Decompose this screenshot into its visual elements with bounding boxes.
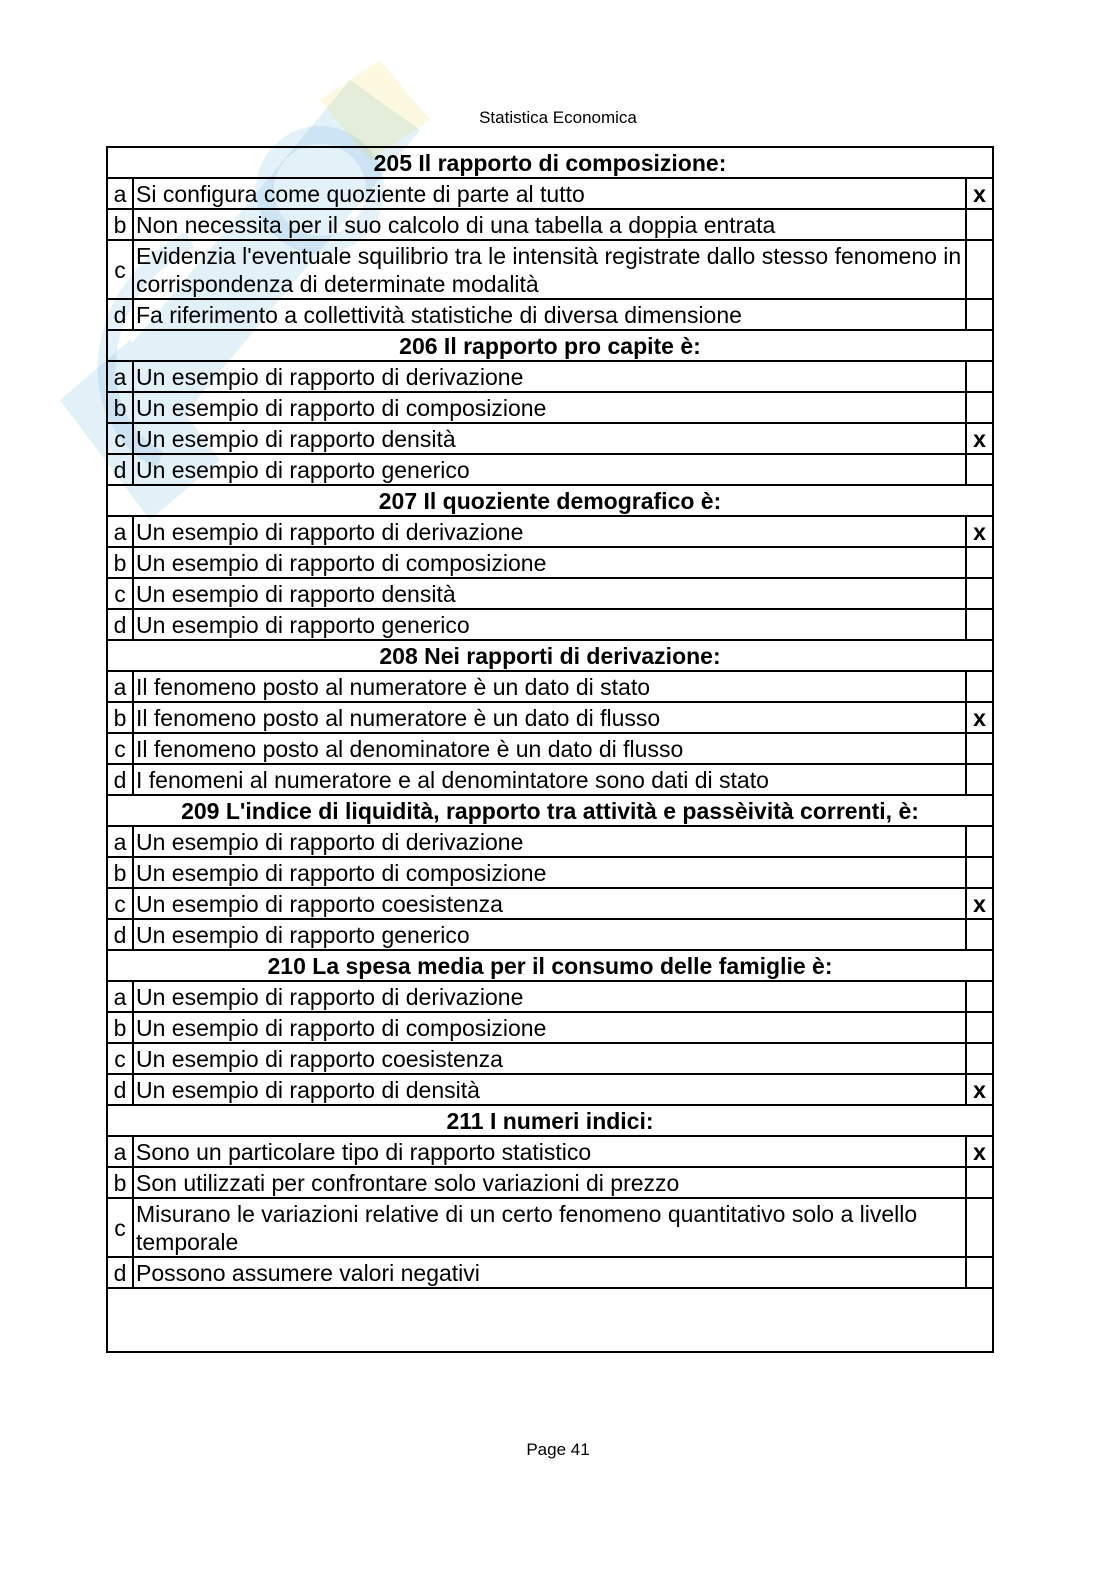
- option-text: I fenomeni al numeratore e al denomintatore sono dati di stato: [133, 764, 966, 795]
- question-title: 205 Il rapporto di composizione:: [107, 147, 993, 178]
- question-title: 210 La spesa media per il consumo delle famiglie è:: [107, 950, 993, 981]
- option-row: [107, 423, 993, 454]
- option-row: [107, 209, 993, 240]
- option-text: Misurano le variazioni relative di un certo fenomeno quantitativo solo a livello temporale: [133, 1198, 966, 1257]
- option-letter: d: [107, 454, 133, 485]
- option-row: [107, 1198, 993, 1257]
- option-row: [107, 361, 993, 392]
- answer-mark: x: [966, 1136, 993, 1167]
- answer-mark: [966, 1012, 993, 1043]
- question-row: [107, 330, 993, 361]
- question-row: [107, 147, 993, 178]
- answer-mark: [966, 209, 993, 240]
- option-row: [107, 1074, 993, 1105]
- option-row: [107, 516, 993, 547]
- option-row: [107, 240, 993, 299]
- option-letter: c: [107, 240, 133, 299]
- option-letter: a: [107, 826, 133, 857]
- option-row: [107, 454, 993, 485]
- option-text: Un esempio di rapporto di composizione: [133, 547, 966, 578]
- quiz-table: [106, 146, 994, 1353]
- answer-mark: [966, 1257, 993, 1288]
- option-letter: b: [107, 392, 133, 423]
- option-text: Un esempio di rapporto densità: [133, 578, 966, 609]
- option-letter: b: [107, 1012, 133, 1043]
- option-row: [107, 702, 993, 733]
- option-row: [107, 578, 993, 609]
- option-row: [107, 826, 993, 857]
- option-text: Un esempio di rapporto coesistenza: [133, 1043, 966, 1074]
- question-title: 209 L'indice di liquidità, rapporto tra attività e passèività correnti, è:: [107, 795, 993, 826]
- blank-row: [107, 1288, 993, 1352]
- option-text: Un esempio di rapporto di composizione: [133, 857, 966, 888]
- option-letter: a: [107, 516, 133, 547]
- option-text: Il fenomeno posto al denominatore è un dato di flusso: [133, 733, 966, 764]
- option-letter: d: [107, 1074, 133, 1105]
- answer-mark: x: [966, 702, 993, 733]
- option-row: [107, 547, 993, 578]
- option-letter: c: [107, 1198, 133, 1257]
- answer-mark: [966, 919, 993, 950]
- option-row: [107, 1136, 993, 1167]
- option-letter: d: [107, 609, 133, 640]
- option-letter: a: [107, 981, 133, 1012]
- page-footer: Page 41: [526, 1440, 590, 1459]
- option-text: Un esempio di rapporto densità: [133, 423, 966, 454]
- question-row: [107, 950, 993, 981]
- option-letter: c: [107, 578, 133, 609]
- option-letter: b: [107, 857, 133, 888]
- answer-mark: [966, 361, 993, 392]
- option-letter: a: [107, 1136, 133, 1167]
- option-text: Un esempio di rapporto di derivazione: [133, 826, 966, 857]
- answer-mark: [966, 392, 993, 423]
- answer-mark: [966, 1167, 993, 1198]
- option-text: Un esempio di rapporto di composizione: [133, 1012, 966, 1043]
- answer-mark: x: [966, 423, 993, 454]
- option-letter: a: [107, 361, 133, 392]
- option-text: Il fenomeno posto al numeratore è un dato di flusso: [133, 702, 966, 733]
- question-title: 207 Il quoziente demografico è:: [107, 485, 993, 516]
- option-row: [107, 392, 993, 423]
- option-text: Un esempio di rapporto di derivazione: [133, 361, 966, 392]
- question-title: 211 I numeri indici:: [107, 1105, 993, 1136]
- option-letter: d: [107, 919, 133, 950]
- question-title: 208 Nei rapporti di derivazione:: [107, 640, 993, 671]
- option-text: Un esempio di rapporto generico: [133, 609, 966, 640]
- option-row: [107, 299, 993, 330]
- option-row: [107, 764, 993, 795]
- option-text: Un esempio di rapporto di derivazione: [133, 981, 966, 1012]
- option-row: [107, 857, 993, 888]
- answer-mark: x: [966, 1074, 993, 1105]
- answer-mark: [966, 547, 993, 578]
- option-row: [107, 1043, 993, 1074]
- answer-mark: [966, 299, 993, 330]
- option-letter: b: [107, 702, 133, 733]
- option-letter: c: [107, 423, 133, 454]
- option-letter: c: [107, 733, 133, 764]
- question-title: 206 Il rapporto pro capite è:: [107, 330, 993, 361]
- option-text: Possono assumere valori negativi: [133, 1257, 966, 1288]
- option-letter: a: [107, 178, 133, 209]
- answer-mark: [966, 1198, 993, 1257]
- option-text: Evidenzia l'eventuale squilibrio tra le intensità registrate dallo stesso fenomeno in corrispondenza di determinate modalità: [133, 240, 966, 299]
- option-text: Un esempio di rapporto di densità: [133, 1074, 966, 1105]
- answer-mark: x: [966, 516, 993, 547]
- option-text: Sono un particolare tipo di rapporto statistico: [133, 1136, 966, 1167]
- answer-mark: [966, 240, 993, 299]
- answer-mark: x: [966, 888, 993, 919]
- option-row: [107, 919, 993, 950]
- option-text: Un esempio di rapporto di composizione: [133, 392, 966, 423]
- option-text: Un esempio di rapporto di derivazione: [133, 516, 966, 547]
- answer-mark: [966, 609, 993, 640]
- option-letter: d: [107, 299, 133, 330]
- answer-mark: x: [966, 178, 993, 209]
- option-letter: c: [107, 888, 133, 919]
- option-text: Non necessita per il suo calcolo di una tabella a doppia entrata: [133, 209, 966, 240]
- answer-mark: [966, 1043, 993, 1074]
- option-text: Si configura come quoziente di parte al tutto: [133, 178, 966, 209]
- option-row: [107, 1167, 993, 1198]
- option-letter: b: [107, 1167, 133, 1198]
- option-text: Un esempio di rapporto generico: [133, 454, 966, 485]
- page-header: Statistica Economica: [479, 108, 637, 127]
- option-letter: a: [107, 671, 133, 702]
- option-letter: b: [107, 209, 133, 240]
- question-row: [107, 485, 993, 516]
- option-row: [107, 888, 993, 919]
- answer-mark: [966, 578, 993, 609]
- option-row: [107, 1012, 993, 1043]
- option-row: [107, 609, 993, 640]
- option-row: [107, 733, 993, 764]
- question-row: [107, 795, 993, 826]
- option-row: [107, 1257, 993, 1288]
- answer-mark: [966, 733, 993, 764]
- option-text: Un esempio di rapporto coesistenza: [133, 888, 966, 919]
- option-row: [107, 178, 993, 209]
- option-text: Fa riferimento a collettività statistiche di diversa dimensione: [133, 299, 966, 330]
- answer-mark: [966, 826, 993, 857]
- option-letter: d: [107, 764, 133, 795]
- answer-mark: [966, 981, 993, 1012]
- option-text: Son utilizzati per confrontare solo variazioni di prezzo: [133, 1167, 966, 1198]
- answer-mark: [966, 671, 993, 702]
- option-row: [107, 981, 993, 1012]
- option-letter: d: [107, 1257, 133, 1288]
- answer-mark: [966, 764, 993, 795]
- option-row: [107, 671, 993, 702]
- option-letter: b: [107, 547, 133, 578]
- answer-mark: [966, 454, 993, 485]
- answer-mark: [966, 857, 993, 888]
- option-letter: c: [107, 1043, 133, 1074]
- question-row: [107, 640, 993, 671]
- option-text: Il fenomeno posto al numeratore è un dato di stato: [133, 671, 966, 702]
- question-row: [107, 1105, 993, 1136]
- option-text: Un esempio di rapporto generico: [133, 919, 966, 950]
